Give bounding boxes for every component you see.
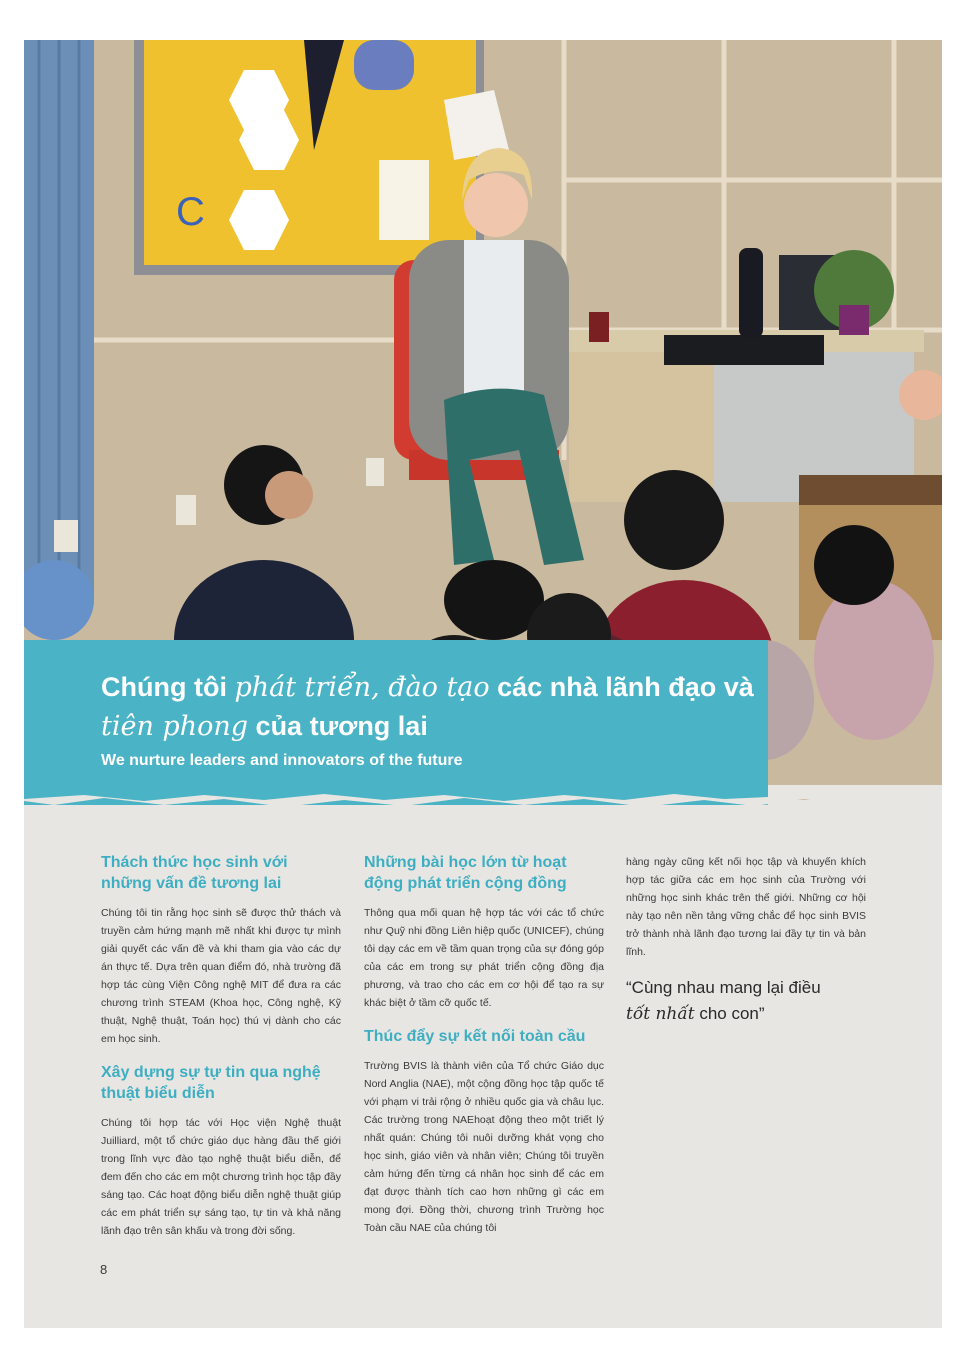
page-number: 8 [100, 1262, 108, 1277]
headline-text-1: Chúng tôi [101, 672, 235, 702]
section-paragraph: Thông qua mối quan hệ hợp tác với các tổ chức như Quỹ nhi đồng Liên hiệp quốc (UNICEF), chúng tôi dạy các em về tầm quan trọng của sự đóng góp của các em trong sự phát triển cộng đồng địa phương, và trao cho các em cơ hội để tạo ra sự khác biệt ở tầm cỡ quốc tế. [364, 907, 604, 1009]
headline-handwritten-2: tiên phong [101, 711, 249, 742]
svg-text:C: C [176, 190, 205, 234]
section-paragraph: Chúng tôi tin rằng học sinh sẽ được thử thách và truyền cảm hứng mạnh mẽ nhất khi được tự mình giải quyết các vấn đề và khi tham gia vào các dự án thực tế. Dựa trên quan điểm đó, nhà trường đã hợp tác cùng Viện Công nghệ MIT để đưa ra các chương trình STEAM (Khoa học, Công nghệ, Kỹ thuật, Nghệ thuật, Toán học) thú vị dành cho các em học sinh. [101, 907, 341, 1045]
brochure-page [24, 40, 942, 1328]
headline-text-3: của tương lai [248, 711, 428, 741]
section-paragraph: Chúng tôi hợp tác với Học viện Nghệ thuật Juilliard, một tổ chức giáo dục hàng đầu thế giới trong lĩnh vực đào tạo nghệ thuật biểu diễn, để đem đến cho các em một chương trình học tập đầy sáng tạo. Các hoạt động biểu diễn nghệ thuật giúp các em phát triển sự sáng tạo, tự tin và khả năng lãnh đạo trên sân khấu và trong đời sống. [101, 1117, 341, 1237]
section-heading: Thách thức học sinh với những vấn đề tương lai [101, 854, 288, 892]
pull-quote [626, 975, 866, 1027]
headline-handwritten-1: phát triển, đào tạo [234, 672, 490, 703]
torn-paper-edge [24, 785, 942, 815]
text-column-2 [364, 852, 604, 1251]
quote-text-2: cho con” [694, 1004, 765, 1023]
section-heading: Thúc đẩy sự kết nối toàn cầu [364, 1028, 586, 1045]
headline-vi [101, 668, 761, 746]
quote-handwritten: tốt nhất [626, 1004, 695, 1024]
section-heading: Những bài học lớn từ hoạt động phát triển cộng đồng [364, 854, 567, 892]
headline-en: We nurture leaders and innovators of the future [101, 752, 463, 769]
text-column-3 [626, 853, 866, 1027]
headline-text-2: các nhà lãnh đạo và [489, 672, 754, 702]
section-paragraph: Trường BVIS là thành viên của Tổ chức Giáo dục Nord Anglia (NAE), một cộng đồng học tập quốc tế với phạm vi trải rộng ở nhiều quốc gia và châu lục. Các trường trong NAEhoạt động theo một triết lý nhất quán: Chúng tôi nuôi dưỡng khát vọng cho học sinh, giáo viên và nhân viên; Chúng tôi truyền cảm hứng đến từng cá nhân học sinh để các em đạt được thành tích cao hơn những gì các em mong đợi. Đồng thời, chương trình Trường học Toàn cầu NAE của chúng tôi [364, 1060, 604, 1234]
section-paragraph: hàng ngày cũng kết nối học tập và khuyến khích hợp tác giữa các em học sinh của Trường với những học sinh khác trên thế giới. Những cơ hội này tạo nên nền tảng vững chắc để học sinh BVIS trở thành nhà lãnh đạo tương lai đầy tự tin và bản lĩnh. [626, 856, 866, 958]
section-heading: Xây dựng sự tự tin qua nghệ thuật biểu diễn [101, 1064, 321, 1102]
quote-text-1: “Cùng nhau mang lại điều [626, 978, 821, 997]
text-column-1 [101, 852, 341, 1254]
